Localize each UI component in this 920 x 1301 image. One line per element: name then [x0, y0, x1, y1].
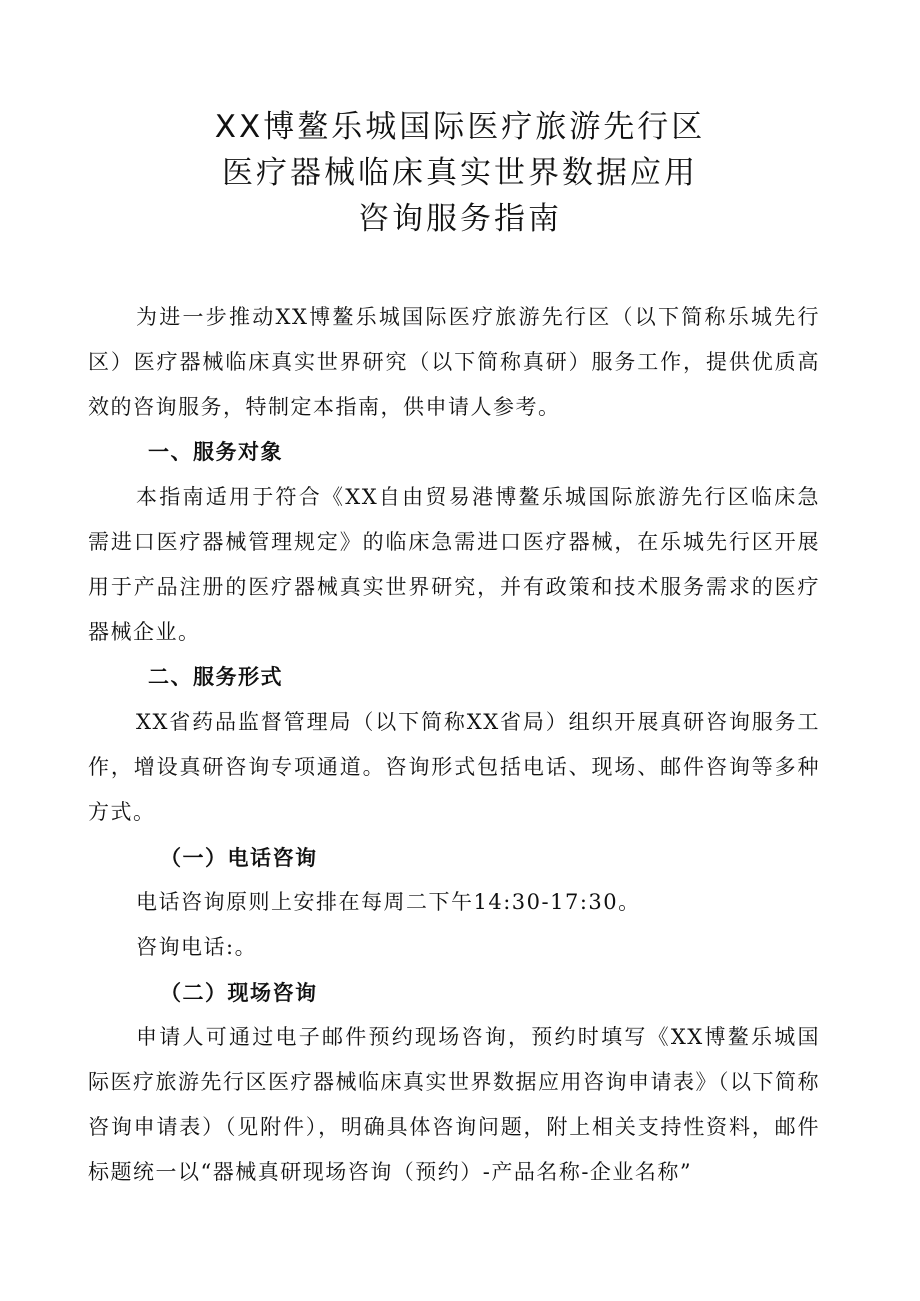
section-heading-service-form: 二、服务形式 — [148, 665, 283, 689]
section-heading-service-target: 一、服务对象 — [148, 440, 283, 464]
service-form-paragraph: XX省药品监督管理局（以下简称XX省局）组织开展真研咨询服务工作，增设真研咨询专项通道。咨询形式包括电话、现场、邮件咨询等多种方式。 — [88, 710, 820, 824]
title-line-3: 咨询服务指南 — [358, 201, 562, 237]
onsite-paragraph: 申请人可通过电子邮件预约现场咨询，预约时填写《XX博鳌乐城国际医疗旅游先行区医疗器械临床真实世界数据应用咨询申请表》（以下简称咨询申请表）（见附件），明确具体咨询问题，附上相关支持性资料，邮件标题统一以“器械真研现场咨询（预约）-产品名称-企业名称” — [88, 1025, 820, 1184]
document-title — [0, 104, 920, 242]
subsection-heading-onsite: （二）现场咨询 — [160, 980, 318, 1005]
service-target-paragraph: 本指南适用于符合《XX自由贸易港博鳌乐城国际旅游先行区临床急需进口医疗器械管理规定》的临床急需进口医疗器械，在乐城先行区开展用于产品注册的医疗器械真实世界研究，并有政策和技术服务需求的医疗器械企业。 — [88, 485, 820, 644]
phone-number: 咨询电话:。 — [136, 935, 258, 959]
title-line-1: XX博鳌乐城国际医疗旅游先行区 — [214, 109, 706, 145]
intro-paragraph: 为进一步推动XX博鳌乐城国际医疗旅游先行区（以下简称乐城先行区）医疗器械临床真实世界研究（以下简称真研）服务工作，提供优质高效的咨询服务，特制定本指南，供申请人参考。 — [88, 305, 820, 419]
phone-schedule: 电话咨询原则上安排在每周二下午14:30-17:30。 — [136, 890, 641, 914]
document-body — [88, 295, 820, 1195]
subsection-heading-phone: （一）电话咨询 — [160, 845, 318, 870]
title-line-2: 医疗器械临床真实世界数据应用 — [222, 155, 698, 191]
